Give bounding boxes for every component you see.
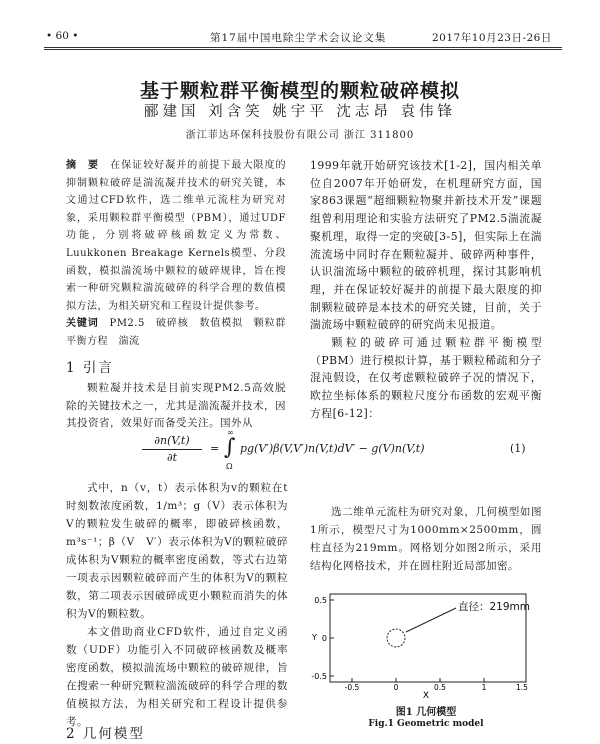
- abstract-label: 摘 要: [66, 160, 100, 171]
- y-tick-label: 0: [321, 634, 327, 643]
- section-1-heading: 1 引言: [66, 360, 114, 376]
- y-axis-label: Y: [312, 633, 317, 642]
- integral-sign: ∫: [224, 435, 236, 460]
- x-ticks: [345, 678, 529, 692]
- keywords-text: PM2.5 破碎核 数值模拟 颗粒群平衡方程 湍流: [66, 318, 287, 347]
- x-tick-label: 0.5: [434, 683, 446, 692]
- x-tick-label: 1.5: [516, 683, 528, 692]
- figure-1-caption-en: Fig.1 Geometric model: [368, 719, 484, 729]
- paper-title: 基于颗粒群平衡模型的颗粒破碎模拟: [139, 80, 460, 102]
- x-tick-label: -0.5: [344, 683, 360, 692]
- equation-rhs: pg(V′)β(V,V′)n(V,t)dV′ − g(V)n(V,t): [240, 442, 425, 455]
- header-rule: [44, 47, 562, 48]
- geometry-paragraph: 选二维单元流柱为研究对象，几何模型如图1所示，模型尺寸为1000mm×2500mm，圆柱直径为219mm。网格划分如图2所示，采用结构化网格技术，并在圆柱附近局部加密。: [310, 506, 542, 572]
- integral-lower-limit: Ω: [226, 462, 233, 471]
- cylinder-circle: [387, 629, 405, 647]
- abstract-text: 在保证较好凝并的前提下最大限度的抑制颗粒破碎是湍流凝并技术的研究关键，本文通过CFD软件，选二维单元流柱为研究对象，采用颗粒群平衡模型（PBM），通过UDF功能，分别将破碎核函数定义为常数、Luukkonen Breakage Kernels模型、分段函数，模拟湍流场中颗粒的破碎规律，旨在搜索一种研究颗粒湍流破碎的科学合理的数值模拟方法，为相关研究和工程设计提供参考。: [66, 160, 287, 312]
- x-tick-label: 1: [481, 683, 487, 692]
- intro-right-paragraph-1: 1999年就开始研究该技术[1-2]，国内相关单位自2007年开始研发，在机理研究方面，国家863课题“超细颗粒物聚并新技术开发”课题组曾利用理论和实验方法研究了PM2.5湍流凝聚机理，取得一定的突破[3-5]，但实际上在湍流流场中同时存在颗粒凝并、破碎两种事件，认识湍流场中颗粒的破碎机理，探讨其影响机理，并在保证较好凝并的前提下最大限度的抑制颗粒破碎是本技术的研究关键，目前，关于湍流场中颗粒破碎的研究尚未见报道。: [310, 159, 542, 332]
- intro-purpose-paragraph: 本文借助商业CFD软件，通过自定义函数（UDF）功能引入不同破碎核函数及概率密度函数，模拟湍流场中颗粒的破碎规律，旨在搜索一种研究颗粒湍流破碎的科学合理的数值模拟方法，为相关研究和工程设计提供参考。: [66, 626, 288, 728]
- equation-numerator: ∂n(V,t): [154, 434, 190, 447]
- equation-1: [140, 428, 550, 471]
- paper-affiliation: 浙江菲达环保科技股份有限公司 浙江 311800: [185, 130, 415, 141]
- keywords-label: 关键词: [66, 318, 99, 330]
- section-2-heading: 2 几何模型: [66, 726, 145, 742]
- page-number: • 60 •: [46, 30, 79, 42]
- intro-right: [310, 157, 542, 423]
- annotation-leader-line: [406, 608, 456, 632]
- intro-left: [66, 380, 286, 433]
- paper-authors: 郦建国 刘含笑 姚宇平 沈志昂 袁伟锋: [144, 104, 456, 120]
- y-tick-label: 0.5: [314, 596, 327, 605]
- y-tick-label: -0.5: [311, 672, 327, 681]
- left-body-2: [66, 479, 288, 731]
- conference-date: 2017年10月23日-26日: [432, 32, 552, 44]
- conference-name: 第17届中国电除尘学术会议论文集: [210, 32, 387, 44]
- equation-denominator: ∂t: [166, 451, 178, 464]
- intro-right-paragraph-2: 颗粒的破碎可通过颗粒群平衡模型（PBM）进行模拟计算，基于颗粒稀疏和分子混沌假设，在仅考虑颗粒破碎子况的情况下，欧拉坐标体系的颗粒尺度分布函数的宏观平衡方程[6-12]：: [310, 336, 542, 420]
- equation-number: (1): [510, 442, 526, 455]
- figure-1-caption-cn: 图1 几何模型: [395, 707, 457, 718]
- equation-explanation: 式中，n（v，t）表示体积为v的颗粒在t时刻数浓度函数，1/m³；g（V）表示体积为V的颗粒发生破碎的概率，即破碎核函数，m³s⁻¹；β（V V′）表示体积为V的颗粒破碎成体积为V颗粒的概率密度函数，等式右边第一项表示因颗粒破碎而产生的体积为V的颗粒数，第二项表示因破碎成更小颗粒而消失的体积为V的颗粒数。: [66, 482, 288, 620]
- intro-left-paragraph: 颗粒凝并技术是目前实现PM2.5高效脱除的关键技术之一，尤其是湍流凝并技术，因其投资省，效果好而备受关注。国外从: [66, 382, 286, 430]
- right-body-2: [310, 503, 542, 575]
- equation-fraction-bar: [142, 449, 202, 450]
- diameter-annotation: 直径：219mm: [458, 601, 530, 613]
- integral-upper-limit: ∞: [227, 428, 234, 437]
- header-rule-2: [44, 49, 562, 50]
- x-tick-label: 0: [393, 683, 399, 692]
- figure-1-geometric-model: [310, 586, 542, 698]
- abstract-block: [66, 157, 286, 351]
- equation-equals: =: [210, 442, 220, 455]
- x-axis-label: X: [422, 691, 430, 698]
